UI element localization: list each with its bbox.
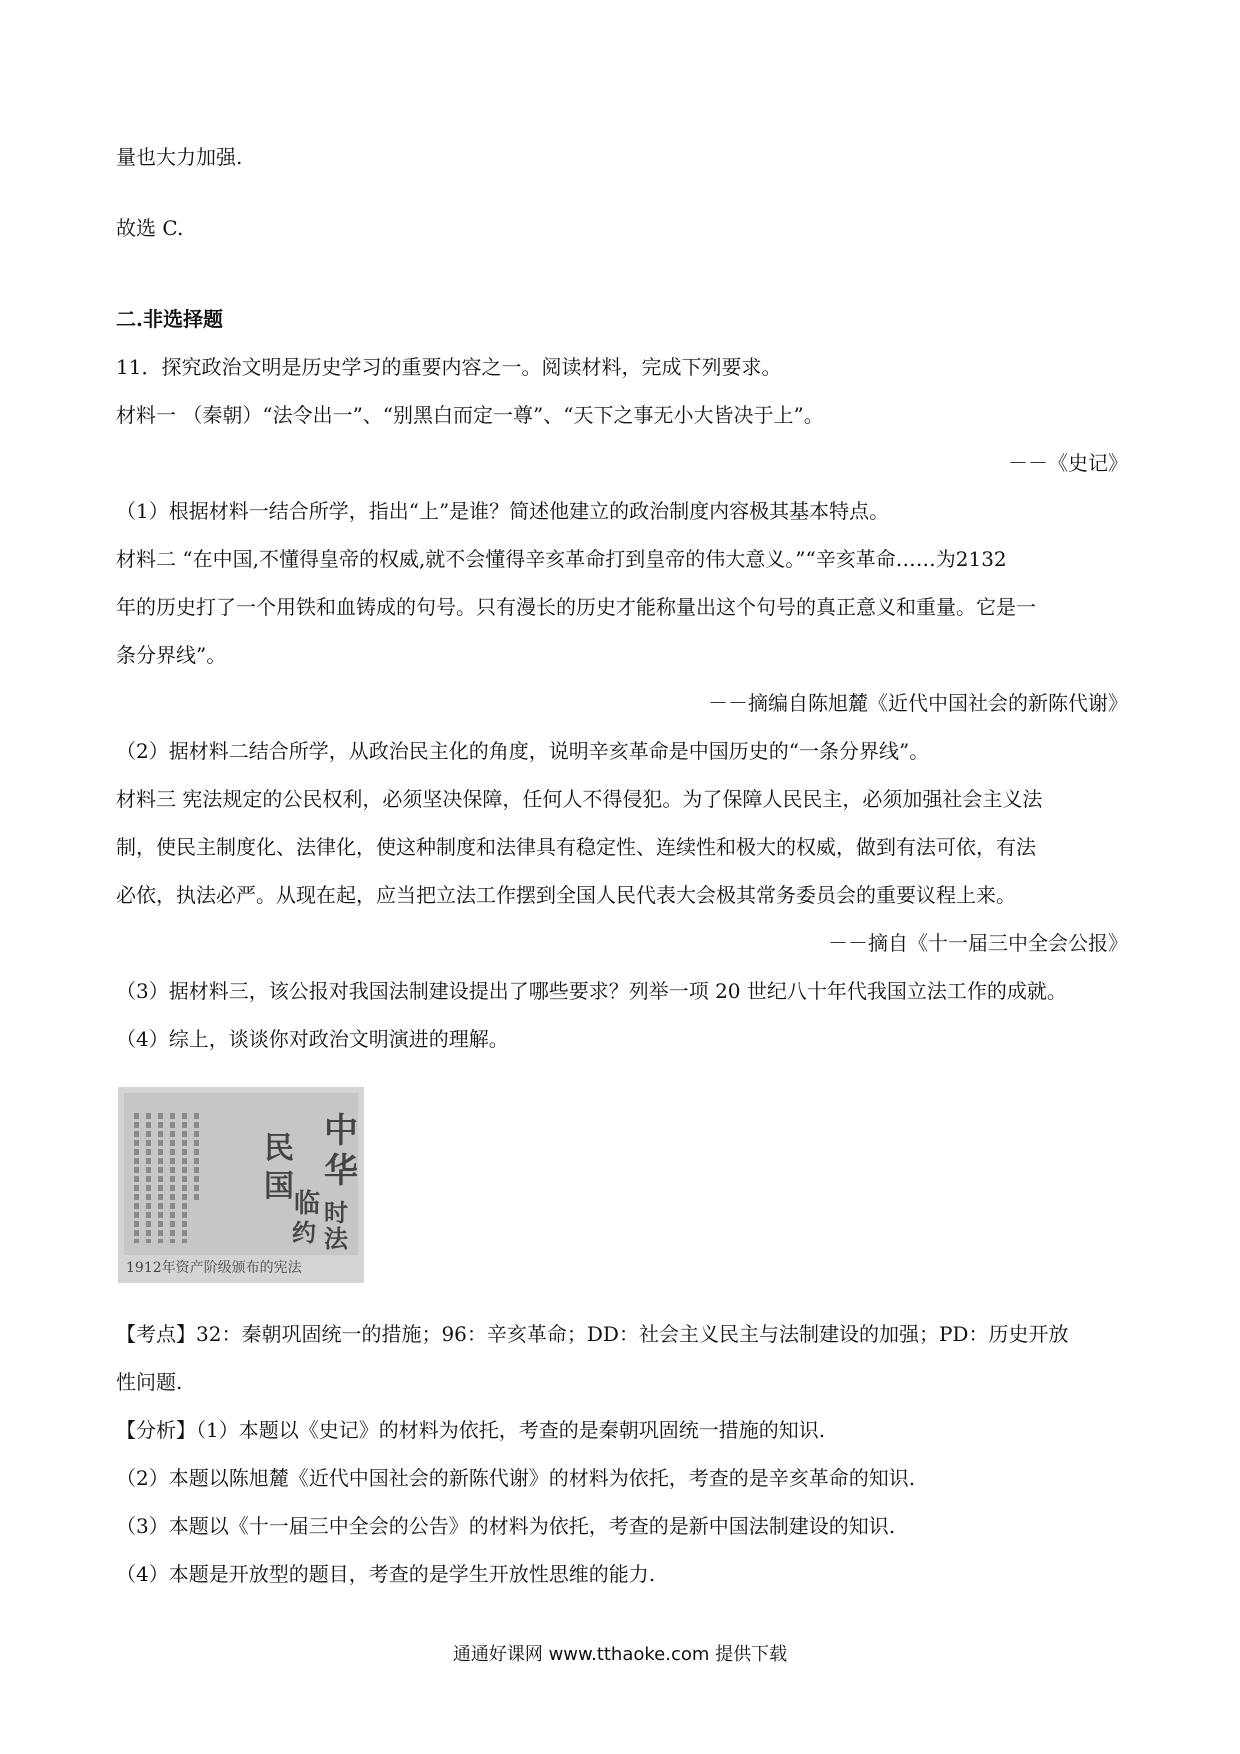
material-2-line: 条分界线”。 bbox=[116, 643, 227, 667]
fenxi-line: （2）本题以陈旭麓《近代中国社会的新陈代谢》的材料为依托，考查的是辛亥革命的知识. bbox=[116, 1466, 916, 1490]
title-char: 华 bbox=[324, 1151, 358, 1191]
material-3-source: －－摘自《十一届三中全会公报》 bbox=[828, 931, 1128, 955]
material-2-line: 年的历史打了一个用铁和血铸成的句号。只有漫长的历史才能称量出这个句号的真正意义和重量。它是一 bbox=[116, 595, 1036, 619]
material-2-line: 材料二 “在中国,不懂得皇帝的权威,就不会懂得辛亥革命打到皇帝的伟大意义。”“辛亥革命……为2132 bbox=[116, 547, 1007, 571]
kaodian-line: 性问题. bbox=[116, 1370, 183, 1394]
photo-caption: 1912年资产阶级颁布的宪法 bbox=[126, 1260, 302, 1276]
title-char: 国 bbox=[264, 1169, 294, 1204]
fenxi-line: （4）本题是开放型的题目，考查的是学生开放性思维的能力. bbox=[116, 1562, 656, 1586]
question-1: （1）根据材料一结合所学，指出“上”是谁？简述他建立的政治制度内容极其基本特点。 bbox=[116, 499, 890, 523]
material-3-line: 制，使民主制度化、法律化，使这种制度和法律具有稳定性、连续性和极大的权威，做到有法可依，有法 bbox=[116, 835, 1036, 859]
material-1-source: －－《史记》 bbox=[1008, 451, 1128, 475]
material-3-line: 必依，执法必严。从现在起，应当把立法工作摆到全国人民代表大会极其常务委员会的重要议程上来。 bbox=[116, 883, 1016, 907]
question-intro: 11．探究政治文明是历史学习的重要内容之一。阅读材料，完成下列要求。 bbox=[116, 355, 782, 379]
question-3: （3）据材料三，该公报对我国法制建设提出了哪些要求？列举一项 20 世纪八十年代我国立法工作的成就。 bbox=[116, 979, 1067, 1003]
title-char: 临 bbox=[294, 1189, 321, 1219]
fenxi-line: （3）本题以《十一届三中全会的公告》的材料为依托，考查的是新中国法制建设的知识. bbox=[116, 1514, 896, 1538]
question-2: （2）据材料二结合所学，从政治民主化的角度，说明辛亥革命是中国历史的“一条分界线”。 bbox=[116, 739, 930, 763]
title-char: 法 bbox=[324, 1224, 348, 1253]
material-1: 材料一 （秦朝）“法令出一”、“别黑白而定一尊”、“天下之事无小大皆决于上”。 bbox=[116, 403, 824, 427]
title-char: 中 bbox=[324, 1111, 358, 1151]
text-line: 量也大力加强. bbox=[116, 145, 243, 169]
material-2-source: －－摘编自陈旭麓《近代中国社会的新陈代谢》 bbox=[708, 691, 1128, 715]
material-3-line: 材料三 宪法规定的公民权利，必须坚决保障，任何人不得侵犯。为了保障人民民主，必须加强社会主义法 bbox=[116, 787, 1043, 811]
title-char: 时 bbox=[324, 1198, 348, 1227]
kaodian-line: 【考点】32：秦朝巩固统一的措施；96：辛亥革命；DD：社会主义民主与法制建设的加强；PD：历史开放 bbox=[116, 1322, 1069, 1346]
document-page bbox=[124, 1093, 358, 1255]
title-char: 民 bbox=[264, 1131, 294, 1166]
page-footer: 通通好课网 www.tthaoke.com 提供下载 bbox=[452, 1644, 788, 1665]
constitution-photo bbox=[118, 1087, 364, 1283]
section-title: 二.非选择题 bbox=[116, 307, 223, 331]
question-4: （4）综上，谈谈你对政治文明演进的理解。 bbox=[116, 1027, 509, 1051]
answer-line: 故选 C. bbox=[116, 216, 184, 240]
title-char: 约 bbox=[292, 1218, 316, 1247]
fenxi-line: 【分析】（1）本题以《史记》的材料为依托，考查的是秦朝巩固统一措施的知识. bbox=[116, 1418, 826, 1442]
